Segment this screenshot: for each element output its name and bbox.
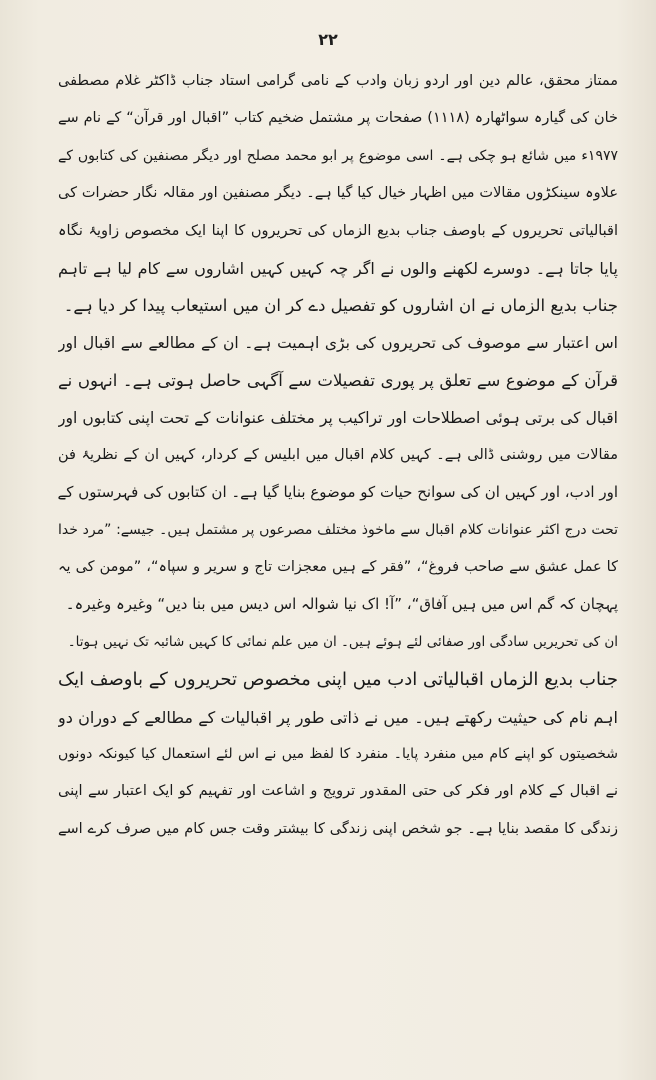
text-line: ان کی تحریریں سادگی اور صفائی لئے ہوئے ہیں۔ ان میں علم نمائی کا کہیں شائبہ تک نہیں ہوتا۔	[67, 633, 618, 650]
text-line: جناب بدیع الزماں نے ان اشاروں کو تفصیل دے کر ان میں استیعاب پیدا کر دیا ہے۔	[63, 296, 618, 316]
text-line: شخصیتوں کو اپنے کام میں منفرد پایا۔ منفرد کا لفظ میں نے اس لئے استعمال کیا کیونکہ دونوں	[58, 746, 618, 763]
text-line: اقبالیاتی تحریروں کے باوصف جناب بدیع الزماں کی تحریروں کا اپنا ایک مخصوص زاویۂ نگاہ	[58, 222, 618, 239]
text-line: ممتاز محقق، عالم دین اور اردو زبان وادب کے نامی گرامی استاد جناب ڈاکٹر غلام مصطفی	[58, 73, 618, 89]
text-line: اہم نام کی حیثیت رکھتے ہیں۔ میں نے ذاتی طور پر اقبالیات کے مطالعے کے دوران دو	[58, 707, 618, 727]
text-line: ۱۹۷۷ء میں شائع ہو چکی ہے۔ اسی موضوع پر ابو محمد مصلح اور دیگر مصنفین کی کتابوں کے	[58, 147, 618, 164]
text-line: زندگی کا مقصد بنایا ہے۔ جو شخص اپنی زندگی کا بیشتر وقت جس کام میں صرف کرے اسے	[58, 820, 618, 837]
text-line: تحت درج اکثر عنوانات کلام اقبال سے ماخوذ مختلف مصرعوں پر مشتمل ہیں۔ جیسے: ”مرد خدا	[58, 521, 618, 538]
text-line: اور ادب، اور کہیں ان کی سوانح حیات کو موضوع بنایا گیا ہے۔ ان کتابوں کی فہرستوں کے	[58, 483, 618, 502]
text-line: علاوہ سینکڑوں مقالات میں اظہار خیال کیا گیا ہے۔ دیگر مصنفین اور مقالہ نگار حضرات کی	[58, 185, 618, 202]
text-line: کا عمل عشق سے صاحب فروغ“، ”فقر کے ہیں معجزات تاج و سریر و سپاہ“، ”مومن کی یہ	[58, 559, 618, 576]
body-text	[58, 63, 618, 848]
text-line: قرآن کے موضوع سے تعلق پر پوری تفصیلات سے آگہی حاصل ہوتی ہے۔ انہوں نے	[58, 371, 618, 391]
text-line: نے اقبال کے کلام اور فکر کی حتی المقدور ترویج و اشاعت اور تفہیم کو ایک اعتبار سے اپنی	[58, 783, 618, 800]
text-line: پہچان کہ گم اس میں ہیں آفاق“، ”آ! اک نیا شوالہ اس دیس میں بنا دیں“ وغیرہ وغیرہ۔	[65, 595, 618, 614]
text-line: اقبال کی برتی ہوئی اصطلاحات اور تراکیب پر مختلف عنوانات کے تحت اپنی کتابوں اور	[58, 408, 618, 427]
text-line: پایا جاتا ہے۔ دوسرے لکھنے والوں نے اگر چہ کہیں کہیں اشاروں سے کام لیا ہے تاہم	[58, 258, 618, 278]
text-line: جناب بدیع الزماں اقبالیاتی ادب میں اپنی مخصوص تحریروں کے باوصف ایک	[58, 669, 618, 691]
text-line: اس اعتبار سے موصوف کی تحریروں کی بڑی اہمیت ہے۔ ان کے مطالعے سے اقبال اور	[58, 333, 618, 352]
page-number: ۲۲	[318, 30, 338, 49]
text-line: مقالات میں روشنی ڈالی ہے۔ کہیں کلام اقبال میں ابلیس کے کردار، کہیں ان کے نظریۂ فن	[58, 446, 618, 463]
text-line: خان کی گیارہ سواٹھارہ (۱۱۱۸) صفحات پر مشتمل ضخیم کتاب ”اقبال اور قرآن“ کے نام سے	[58, 110, 618, 127]
